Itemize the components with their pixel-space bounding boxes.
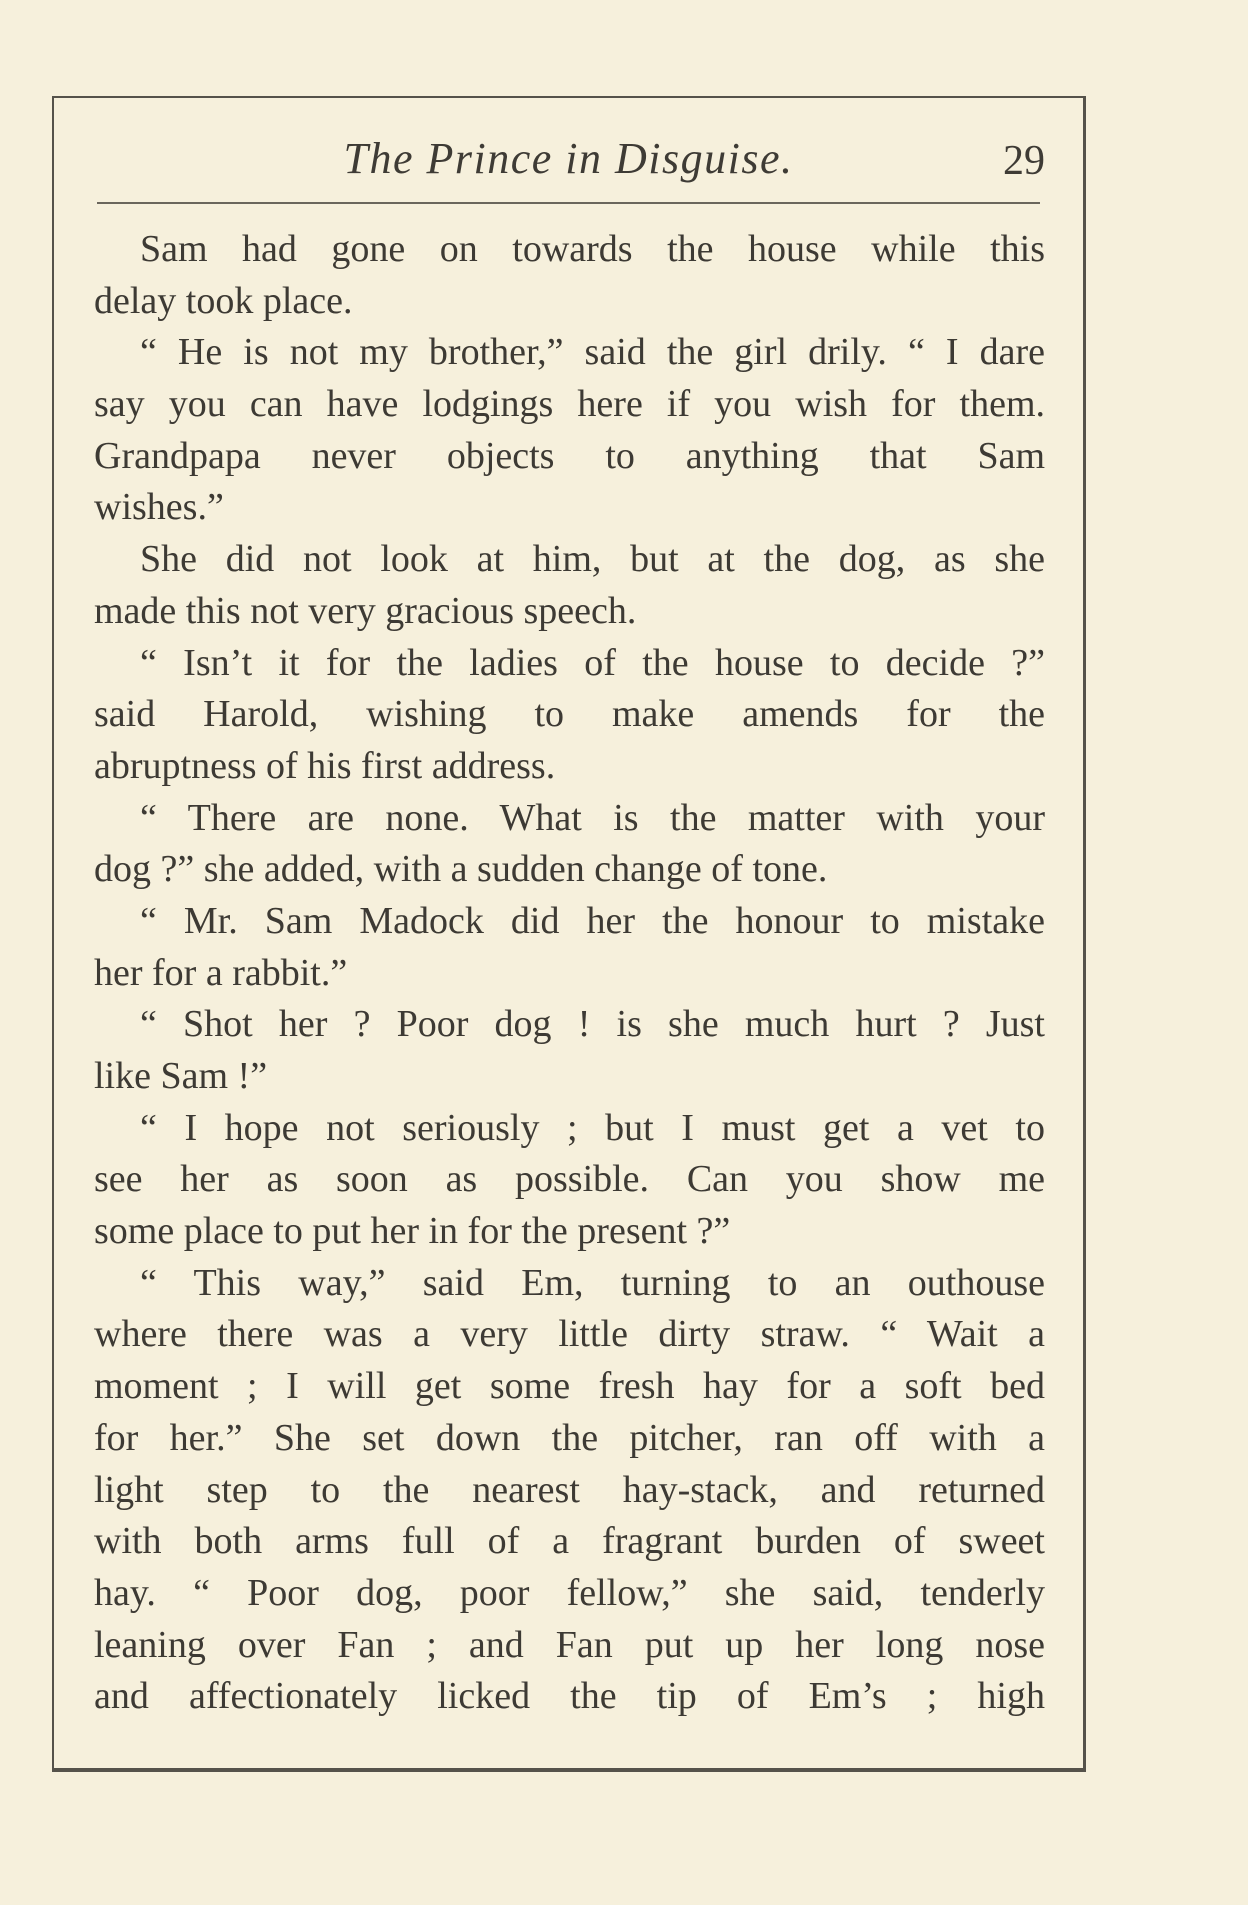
text-line: “ There are none. What is the matter with your bbox=[140, 796, 1045, 839]
text-line: light step to the nearest hay-stack, and returned bbox=[94, 1468, 1045, 1511]
text-line: leaning over Fan ; and Fan put up her long nose bbox=[94, 1623, 1045, 1666]
text-line: her for a rabbit.” bbox=[94, 951, 348, 994]
text-line: say you can have lodgings here if you wish for them. bbox=[94, 383, 1045, 426]
text-line: “ Mr. Sam Madock did her the honour to mistake bbox=[140, 899, 1045, 942]
text-line: wishes.” bbox=[94, 486, 224, 529]
text-line: “ This way,” said Em, turning to an outhouse bbox=[140, 1261, 1045, 1304]
text-line: moment ; I will get some fresh hay for a soft bed bbox=[94, 1365, 1045, 1408]
body-text bbox=[94, 224, 1045, 1723]
text-line: Grandpapa never objects to anything that Sam bbox=[94, 434, 1045, 477]
header-rule bbox=[97, 202, 1040, 204]
page-number: 29 bbox=[1003, 138, 1045, 184]
text-line: some place to put her in for the present ?” bbox=[94, 1210, 731, 1253]
text-line: for her.” She set down the pitcher, ran off with a bbox=[94, 1416, 1045, 1459]
running-title: The Prince in Disguise. bbox=[343, 134, 794, 183]
text-line: She did not look at him, but at the dog, as she bbox=[140, 538, 1045, 581]
text-line: “ Isn’t it for the ladies of the house to decide ?” bbox=[140, 641, 1045, 684]
text-line: “ Shot her ? Poor dog ! is she much hurt ? Just bbox=[140, 1003, 1045, 1046]
text-line: delay took place. bbox=[94, 279, 353, 322]
text-line: “ I hope not seriously ; but I must get a vet to bbox=[140, 1106, 1045, 1149]
text-line: said Harold, wishing to make amends for the bbox=[94, 693, 1045, 736]
page-frame bbox=[52, 96, 1086, 1772]
running-head bbox=[54, 124, 1083, 194]
text-line: “ He is not my brother,” said the girl drily. “ I dare bbox=[140, 331, 1045, 374]
text-line: abruptness of his first address. bbox=[94, 744, 556, 787]
text-line: dog ?” she added, with a sudden change of tone. bbox=[94, 848, 828, 891]
text-line: where there was a very little dirty straw. “ Wait a bbox=[94, 1313, 1045, 1356]
text-line: Sam had gone on towards the house while this bbox=[140, 228, 1045, 270]
text-line: and affectionately licked the tip of Em’s ; high bbox=[94, 1675, 1045, 1718]
text-line: see her as soon as possible. Can you show me bbox=[94, 1158, 1045, 1201]
text-line: like Sam !” bbox=[94, 1055, 268, 1097]
text-line: hay. “ Poor dog, poor fellow,” she said, tenderly bbox=[94, 1571, 1045, 1614]
text-line: made this not very gracious speech. bbox=[94, 589, 637, 632]
text-line: with both arms full of a fragrant burden of sweet bbox=[94, 1520, 1045, 1563]
